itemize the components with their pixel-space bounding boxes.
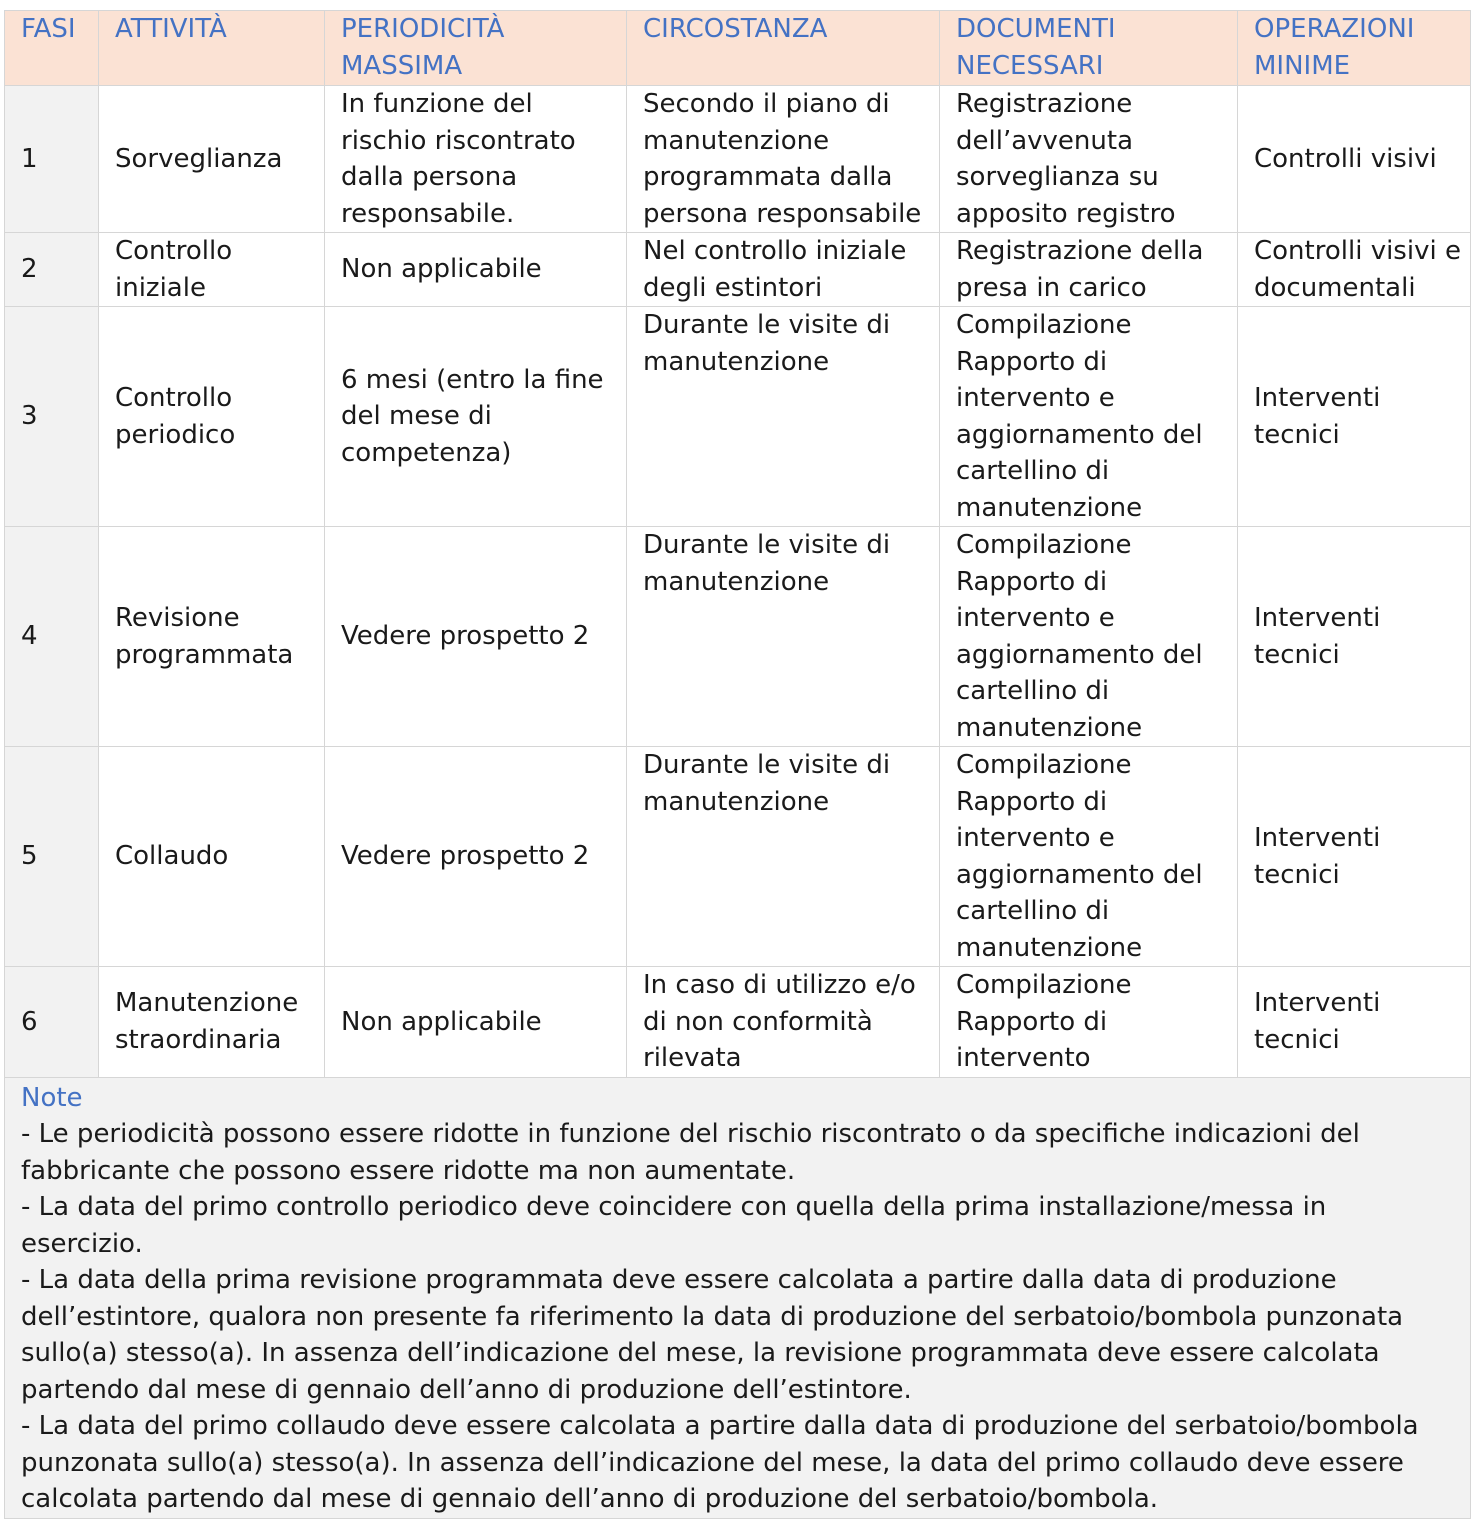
maintenance-table	[4, 10, 1471, 1519]
cell-attivita: Manutenzione straordinaria	[99, 967, 325, 1078]
cell-operazioni: Interventi tecnici	[1238, 307, 1471, 527]
notes-title: Note	[21, 1082, 83, 1113]
cell-periodicita: 6 mesi (entro la fine del mese di competenza)	[325, 307, 627, 527]
header-fasi: FASI	[5, 11, 99, 86]
note-item: - Le periodicità possono essere ridotte in funzione del rischio riscontrato o da specifiche indicazioni del fabbricante che possono essere ridotte ma non aumentate.	[21, 1119, 1360, 1186]
cell-attivita: Controllo periodico	[99, 307, 325, 527]
cell-fase: 4	[5, 527, 99, 747]
notes-row	[5, 1077, 1471, 1518]
notes-section	[5, 1077, 1471, 1518]
cell-fase: 1	[5, 86, 99, 233]
cell-operazioni: Controlli visivi	[1238, 86, 1471, 233]
note-item: - La data della prima revisione programmata deve essere calcolata a partire dalla data di produzione dell’estintore, qualora non presente fa riferimento la data di produzione del serbatoio/bombola punzonata sullo(a) stesso(a). In assenza dell’indicazione del mese, la revisione programmata deve essere calcolata partendo dal mese di gennaio dell’anno di produzione dell’estintore.	[21, 1265, 1404, 1405]
cell-documenti: Compilazione Rapporto di intervento e aggiornamento del cartellino di manutenzione	[940, 527, 1238, 747]
cell-circostanza: Secondo il piano di manutenzione programmata dalla persona responsabile	[627, 86, 940, 233]
cell-periodicita: In funzione del rischio riscontrato dalla persona responsabile.	[325, 86, 627, 233]
table-row	[5, 527, 1471, 747]
cell-documenti: Compilazione Rapporto di intervento e aggiornamento del cartellino di manutenzione	[940, 747, 1238, 967]
cell-circostanza: Durante le visite di manutenzione	[627, 747, 940, 967]
cell-circostanza: In caso di utilizzo e/o di non conformità rilevata	[627, 967, 940, 1078]
table-header-row	[5, 11, 1471, 86]
cell-attivita: Sorveglianza	[99, 86, 325, 233]
header-periodicita: PERIODICITÀ MASSIMA	[325, 11, 627, 86]
cell-circostanza: Durante le visite di manutenzione	[627, 527, 940, 747]
table-row	[5, 86, 1471, 233]
cell-documenti: Compilazione Rapporto di intervento	[940, 967, 1238, 1078]
table-row	[5, 747, 1471, 967]
cell-operazioni: Interventi tecnici	[1238, 527, 1471, 747]
table-row	[5, 307, 1471, 527]
cell-fase: 6	[5, 967, 99, 1078]
cell-attivita: Controllo iniziale	[99, 233, 325, 307]
table-row	[5, 233, 1471, 307]
cell-periodicita: Vedere prospetto 2	[325, 747, 627, 967]
cell-circostanza: Nel controllo iniziale degli estintori	[627, 233, 940, 307]
cell-operazioni: Controlli visivi e documentali	[1238, 233, 1471, 307]
cell-operazioni: Interventi tecnici	[1238, 967, 1471, 1078]
table-row	[5, 967, 1471, 1078]
cell-fase: 3	[5, 307, 99, 527]
header-circostanza: CIRCOSTANZA	[627, 11, 940, 86]
cell-operazioni: Interventi tecnici	[1238, 747, 1471, 967]
note-item: - La data del primo collaudo deve essere calcolata a partire dalla data di produzione del serbatoio/bombola punzonata sullo(a) stesso(a). In assenza dell’indicazione del mese, la data del primo collaudo deve essere calcolata partendo dal mese di gennaio dell’anno di produzione del serbatoio/bombola.	[21, 1411, 1419, 1514]
cell-periodicita: Non applicabile	[325, 233, 627, 307]
cell-periodicita: Vedere prospetto 2	[325, 527, 627, 747]
note-item: - La data del primo controllo periodico deve coincidere con quella della prima installazione/messa in esercizio.	[21, 1192, 1327, 1259]
cell-documenti: Registrazione della presa in carico	[940, 233, 1238, 307]
header-documenti: DOCUMENTI NECESSARI	[940, 11, 1238, 86]
cell-documenti: Compilazione Rapporto di intervento e aggiornamento del cartellino di manutenzione	[940, 307, 1238, 527]
cell-documenti: Registrazione dell’avvenuta sorveglianza su apposito registro	[940, 86, 1238, 233]
cell-fase: 5	[5, 747, 99, 967]
cell-attivita: Revisione programmata	[99, 527, 325, 747]
cell-periodicita: Non applicabile	[325, 967, 627, 1078]
header-operazioni: OPERAZIONI MINIME	[1238, 11, 1471, 86]
cell-fase: 2	[5, 233, 99, 307]
cell-circostanza: Durante le visite di manutenzione	[627, 307, 940, 527]
header-attivita: ATTIVITÀ	[99, 11, 325, 86]
cell-attivita: Collaudo	[99, 747, 325, 967]
